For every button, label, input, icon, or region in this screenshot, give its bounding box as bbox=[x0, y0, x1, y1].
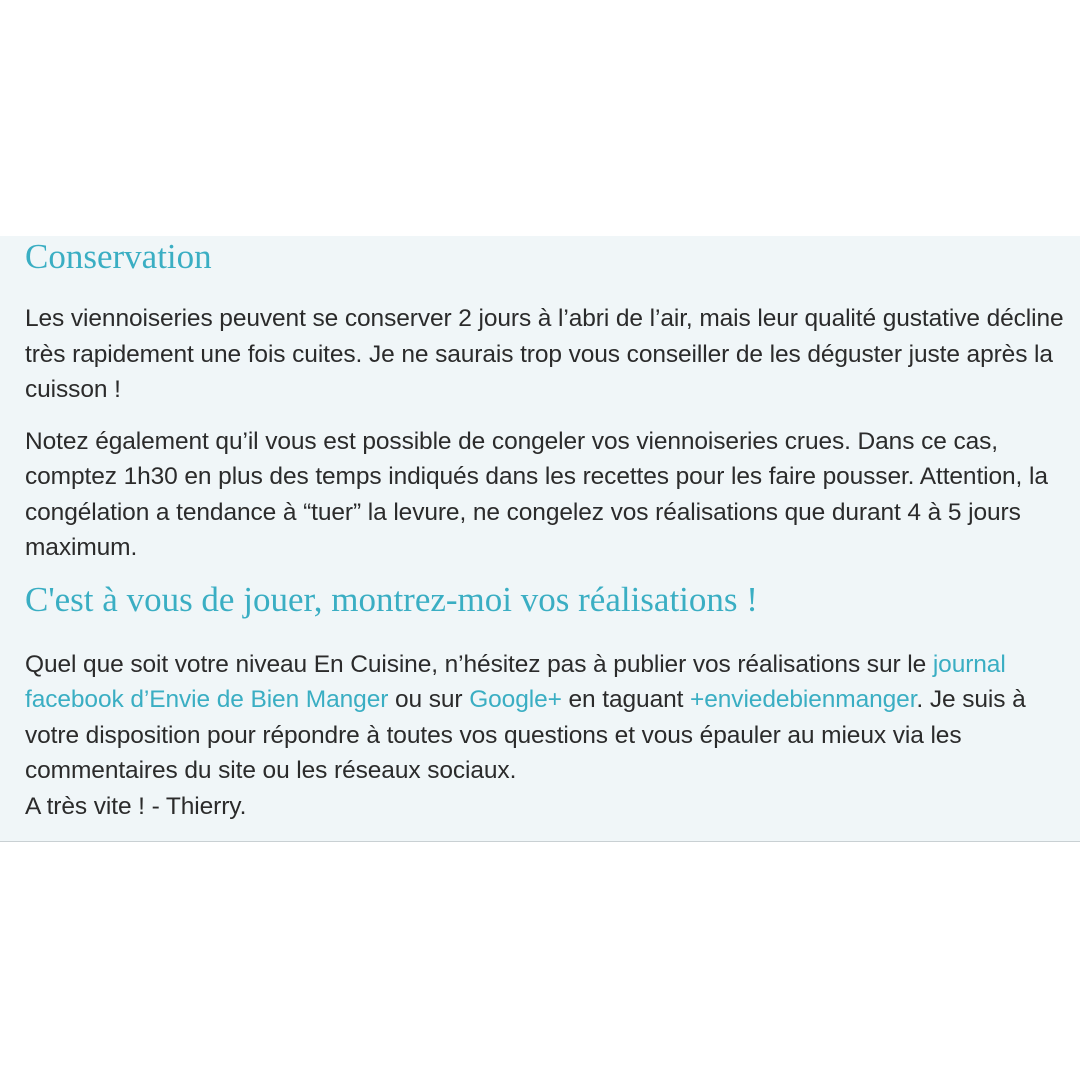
share-outro-text: . Je suis à votre disposition pour répondre à toutes vos questions et vous épauler au mieux via les commentaires du site ou les réseaux sociaux. bbox=[25, 686, 1026, 784]
share-intro-text: Quel que soit votre niveau En Cuisine, n’hésitez pas à publier vos réalisations sur le bbox=[25, 650, 933, 678]
share-tagging-text: en taguant bbox=[561, 686, 691, 713]
signoff-text: A très vite ! - Thierry. bbox=[25, 792, 247, 820]
conservation-paragraph-1: Les viennoiseries peuvent se conserver 2 jours à l’abri de l’air, mais leur qualité gustative décline très rapidement une fois cuites. Je ne saurais trop vous conseiller de les déguster juste après la cuisson ! bbox=[25, 305, 1064, 403]
conservation-heading: Conservation bbox=[25, 237, 212, 276]
article-section bbox=[0, 236, 1080, 842]
share-or-text: ou sur bbox=[388, 686, 470, 713]
conservation-paragraph-2: Notez également qu’il vous est possible de congeler vos viennoiseries crues. Dans ce cas, comptez 1h30 en plus des temps indiqués dans les recettes pour les faire pousser. Attention, la congélation a tendance à “tuer” la levure, ne congelez vos réalisations que durant 4 à 5 jours maximum. bbox=[25, 427, 1048, 561]
share-heading: C'est à vous de jouer, montrez-moi vos réalisations ! bbox=[25, 579, 758, 619]
article-content bbox=[25, 236, 1065, 824]
google-plus-link[interactable]: Google+ bbox=[469, 686, 562, 713]
facebook-journal-link[interactable]: journal facebook d’Envie de Bien Manger bbox=[25, 650, 1006, 713]
hashtag-link[interactable]: +enviedebienmanger bbox=[690, 686, 917, 713]
share-paragraph bbox=[25, 647, 1065, 825]
